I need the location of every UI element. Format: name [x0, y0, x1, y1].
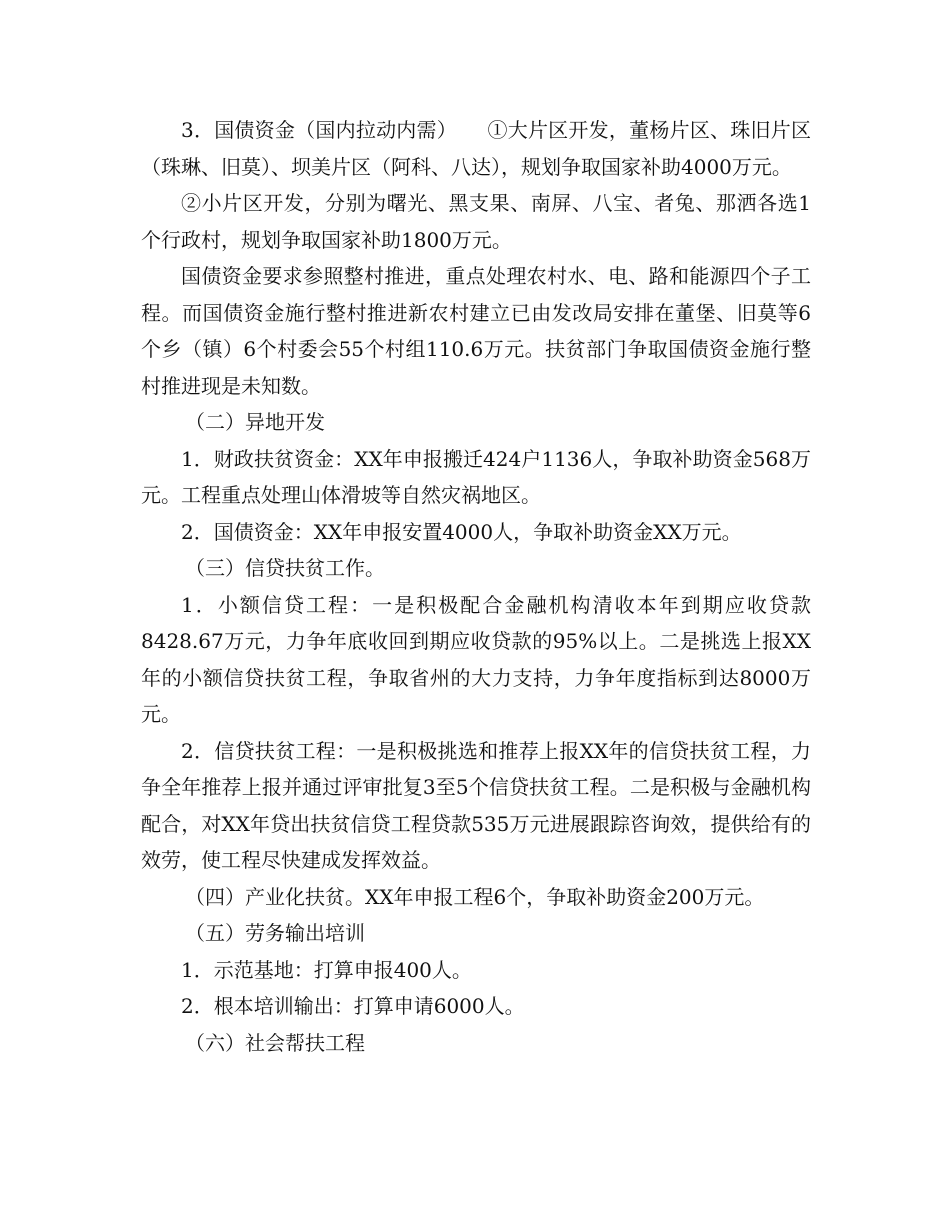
heading-industrial-poverty: （四）产业化扶贫。XX年申报工程6个，争取补助资金200万元。 [185, 884, 765, 909]
paragraph-basic-training-export: 2．根本培训输出：打算申请6000人。 [181, 994, 525, 1018]
paragraph-fiscal-poverty-funds: 1．财政扶贫资金：XX年申报搬迁424户1136人，争取补助资金568万元。工程重点处理山体滑坡等自然灾祸地区。 [141, 446, 811, 507]
paragraph-microcredit-project: 1．小额信贷工程：一是积极配合金融机构清收本年到期应收贷款8428.67万元，力争年底收回到期应收贷款的95%以上。二是挑选上报XX年的小额信贷扶贫工程，争取省州的大力支持，力争年度指标到达8000万元。 [141, 592, 811, 726]
paragraph-whole-village-promotion: 国债资金要求参照整村推进，重点处理农村水、电、路和能源四个子工程。而国债资金施行整村推进新农村建立已由发改局安排在董堡、旧莫等6个乡（镇）6个村委会55个村组110.6万元。扶贫部门争取国债资金施行整村推进现是未知数。 [141, 264, 811, 398]
paragraph-national-debt-funds: 3．国债资金（国内拉动内需） ①大片区开发，董杨片区、珠旧片区（珠琳、旧莫）、坝美片区（阿科、八达），规划争取国家补助4000万元。 [141, 118, 811, 179]
heading-credit-poverty-work: （三）信贷扶贫工作。 [185, 556, 385, 580]
paragraph-small-area-development: ②小片区开发，分别为曙光、黑支果、南屏、八宝、者兔、那洒各选1个行政村，规划争取国家补助1800万元。 [141, 191, 811, 252]
paragraph-credit-poverty-project: 2．信贷扶贫工程：一是积极挑选和推荐上报XX年的信贷扶贫工程，力争全年推荐上报并通过评审批复3至5个信贷扶贫工程。二是积极与金融机构配合，对XX年贷出扶贫信贷工程贷款535万元进展跟踪咨询效，提供给有的效劳，使工程尽快建成发挥效益。 [141, 738, 811, 872]
heading-labor-export-training: （五）劳务输出培训 [185, 921, 365, 945]
heading-relocation-development: （二）异地开发 [185, 410, 325, 434]
paragraph-demonstration-base: 1．示范基地：打算申报400人。 [181, 957, 472, 982]
heading-social-assistance: （六）社会帮扶工程 [185, 1030, 365, 1055]
paragraph-debt-funds-resettlement: 2．国债资金：XX年申报安置4000人，争取补助资金XX万元。 [181, 519, 742, 544]
document-body [141, 112, 811, 1061]
